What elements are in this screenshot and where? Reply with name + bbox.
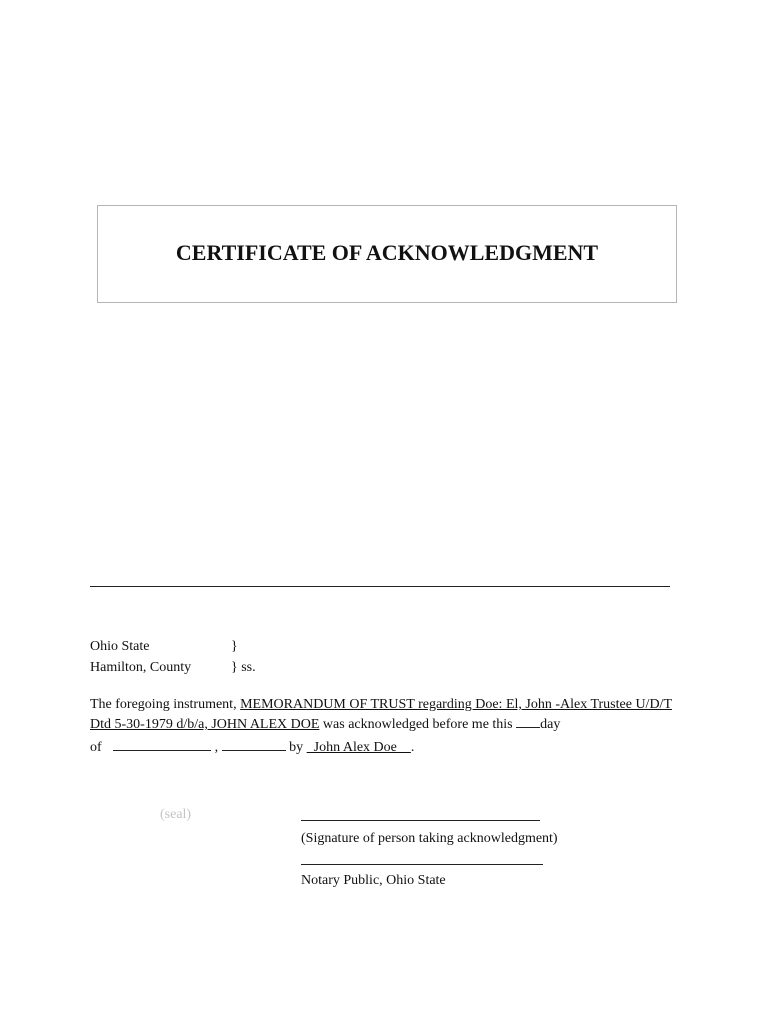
- instrument-name-line1: MEMORANDUM OF TRUST regarding Doe: El, John -Alex Trustee U/D/T: [240, 697, 672, 712]
- venue-county-brace: } ss.: [231, 660, 256, 675]
- period: .: [410, 740, 415, 755]
- separator-rule: [90, 586, 670, 587]
- body-intro: The foregoing instrument,: [90, 697, 241, 712]
- body-line-2: [90, 715, 560, 733]
- day-word: day: [540, 717, 561, 732]
- instrument-name-line2: Dtd 5-30-1979 d/b/a, JOHN ALEX DOE: [90, 717, 320, 732]
- comma: ,: [214, 740, 219, 755]
- notary-line: [301, 864, 543, 865]
- venue-county: Hamilton, County: [90, 660, 192, 675]
- day-blank: [516, 715, 540, 728]
- by-word: by: [289, 740, 304, 755]
- acknowledger-name: John Alex Doe: [306, 740, 411, 755]
- of-word: of: [90, 740, 102, 755]
- seal-placeholder: (seal): [160, 807, 192, 822]
- signature-caption: (Signature of person taking acknowledgment): [301, 831, 558, 846]
- ack-text: was acknowledged before me this: [319, 717, 517, 732]
- month-blank: [113, 738, 211, 751]
- title-box: [97, 205, 677, 303]
- notary-caption: Notary Public, Ohio State: [301, 873, 446, 888]
- signature-line: [301, 820, 540, 821]
- venue-state-brace: }: [231, 639, 238, 654]
- body-line-3: [90, 738, 414, 756]
- year-blank: [222, 738, 286, 751]
- venue-state: Ohio State: [90, 639, 150, 654]
- document-title: CERTIFICATE OF ACKNOWLEDGMENT: [175, 240, 599, 265]
- body-line-1: [90, 697, 672, 713]
